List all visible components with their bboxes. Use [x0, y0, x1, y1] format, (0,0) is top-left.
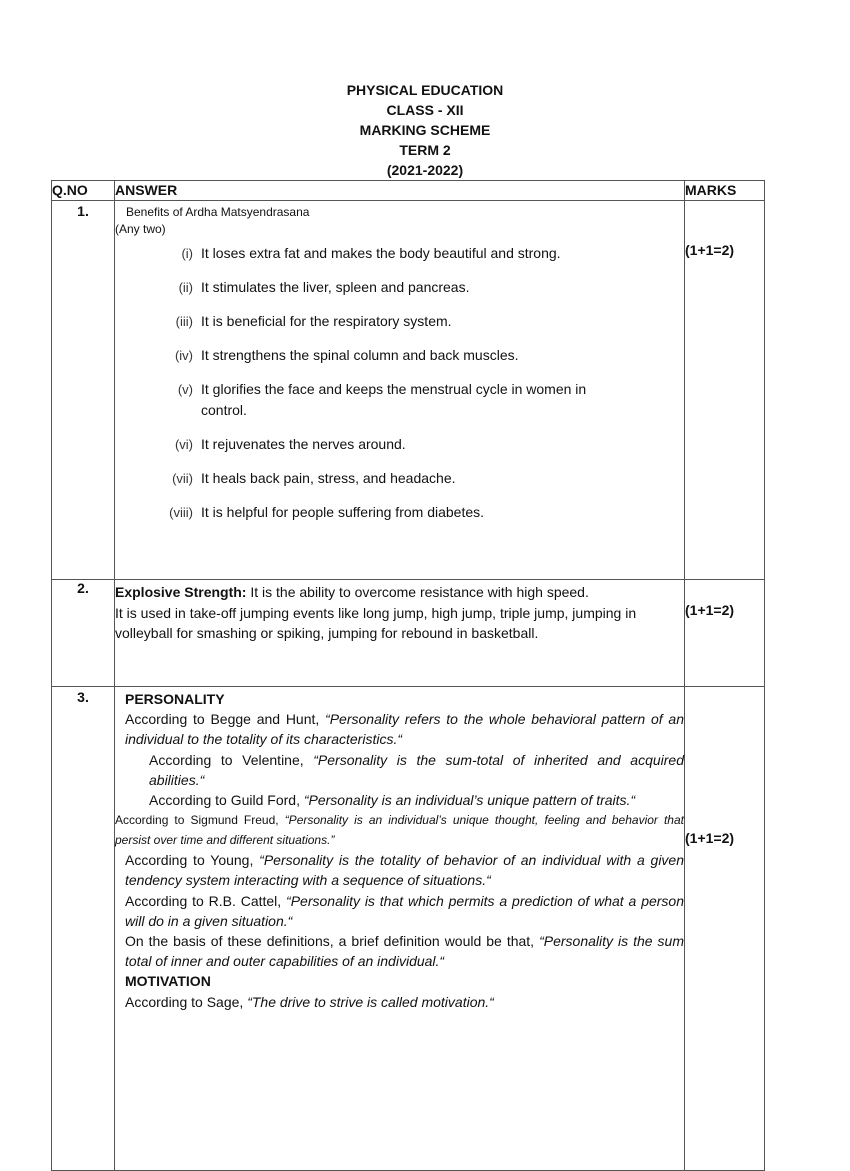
- table-header-row: [52, 181, 765, 201]
- marks-cell: (1+1=2): [685, 201, 765, 580]
- question-number: 2.: [52, 580, 115, 687]
- column-header-marks: MARKS: [685, 181, 765, 201]
- term-definition: It is the ability to overcome resistance with high speed.: [246, 584, 589, 600]
- definition-quote: “Personality is that which permits a prediction of what a person will do in a given situation.“: [125, 892, 684, 929]
- definition-summary: [115, 931, 684, 971]
- definition-source: According to Sage,: [125, 993, 248, 1010]
- definition-source: According to Begge and Hunt,: [125, 711, 326, 728]
- answer-cell: [115, 580, 685, 687]
- definition-cattel: [115, 891, 684, 931]
- item-text: It strengthens the spinal column and back muscles.: [201, 347, 519, 363]
- item-text: It is helpful for people suffering from diabetes.: [201, 504, 485, 520]
- definition-young: [115, 850, 684, 890]
- list-item: [115, 277, 684, 298]
- list-item: [115, 434, 684, 455]
- definition-begge-hunt: [115, 709, 684, 749]
- item-text: It stimulates the liver, spleen and pancreas.: [201, 279, 470, 295]
- definition-source: According to Sigmund Freud,: [115, 813, 285, 828]
- definition-quote: “Personality refers to the whole behavioral pattern of an individual to the totality of its characteristics.“: [125, 711, 684, 748]
- marks-cell: (1+1=2): [685, 687, 765, 1171]
- list-item: [115, 379, 684, 421]
- definition-quote: “The drive to strive is called motivation.“: [247, 993, 494, 1010]
- definition-quote: “Personality is an individual’s unique pattern of traits.“: [303, 792, 636, 809]
- item-number: (iii): [175, 314, 193, 329]
- table-row: [52, 201, 765, 580]
- item-number: (vi): [174, 437, 193, 452]
- item-text: It rejuvenates the nerves around.: [201, 436, 406, 452]
- list-item: [115, 243, 684, 264]
- definition-quote: “Personality is the totality of behavior of an individual with a given tendency system interacting with a sequence of situations.“: [125, 852, 685, 889]
- marks-cell: (1+1=2): [685, 580, 765, 687]
- answer-heading: Benefits of Ardha Matsyendrasana: [126, 205, 310, 219]
- marking-scheme-table: [51, 180, 765, 1171]
- definition-source: According to Guild Ford,: [149, 792, 304, 809]
- item-number: (vii): [172, 471, 193, 486]
- answer-note: (Any two): [115, 222, 166, 236]
- term-title: TERM 2: [399, 142, 451, 158]
- list-item: [115, 345, 684, 366]
- doc-type-title: MARKING SCHEME: [359, 122, 491, 138]
- table-row: [52, 580, 765, 687]
- item-number: (ii): [178, 280, 193, 295]
- item-number: (iv): [174, 348, 193, 363]
- item-text: It is beneficial for the respiratory system.: [201, 313, 452, 329]
- term-label: Explosive Strength:: [115, 584, 247, 600]
- list-item: [115, 311, 684, 332]
- item-text: It glorifies the face and keeps the menstrual cycle in women in control.: [201, 381, 587, 418]
- definition-sigmund-freud: [115, 810, 684, 850]
- summary-lead: On the basis of these definitions, a brief definition would be that,: [125, 933, 540, 950]
- definition-velentine: [115, 750, 684, 790]
- question-number: 3.: [52, 687, 115, 1171]
- item-number: (viii): [169, 505, 193, 520]
- year-title: (2021-2022): [386, 162, 464, 178]
- subject-title: PHYSICAL EDUCATION: [346, 82, 504, 98]
- item-text: It heals back pain, stress, and headache.: [201, 470, 456, 486]
- motivation-heading: MOTIVATION: [125, 973, 211, 990]
- answer-cell: [115, 201, 685, 580]
- item-number: (v): [177, 382, 193, 397]
- item-text: It loses extra fat and makes the body beautiful and strong.: [201, 245, 561, 261]
- term-usage: It is used in take-off jumping events like long jump, high jump, triple jump, jumping in volleyball for smashing or spiking, jumping for rebound in basketball.: [115, 604, 637, 641]
- personality-heading: PERSONALITY: [125, 691, 225, 707]
- column-header-answer: ANSWER: [115, 181, 685, 201]
- answer-cell: [115, 687, 685, 1171]
- answer-text: [115, 687, 684, 1012]
- question-number: 1.: [52, 201, 115, 580]
- definition-source: According to Young,: [125, 852, 260, 869]
- table-row: [52, 687, 765, 1171]
- list-item: [115, 502, 684, 523]
- document-title: [0, 80, 850, 180]
- definition-quote: “Personality is an individual’s unique thought, feeling and behavior that persist over time and different situations.”: [115, 813, 684, 848]
- column-header-qno: Q.NO: [52, 181, 115, 201]
- class-title: CLASS - XII: [386, 102, 464, 118]
- benefits-list: [115, 243, 684, 523]
- summary-quote: “Personality is the sum total of inner and outer capabilities of an individual.“: [125, 933, 685, 970]
- definition-source: According to R.B. Cattel,: [125, 892, 287, 909]
- item-number: (i): [181, 246, 193, 261]
- answer-text: [115, 580, 684, 644]
- definition-quote: “Personality is the sum-total of inherited and acquired abilities.“: [149, 751, 684, 788]
- definition-sage: [115, 992, 684, 1012]
- definition-guild-ford: [115, 790, 684, 810]
- list-item: [115, 468, 684, 489]
- definition-source: According to Velentine,: [149, 751, 314, 768]
